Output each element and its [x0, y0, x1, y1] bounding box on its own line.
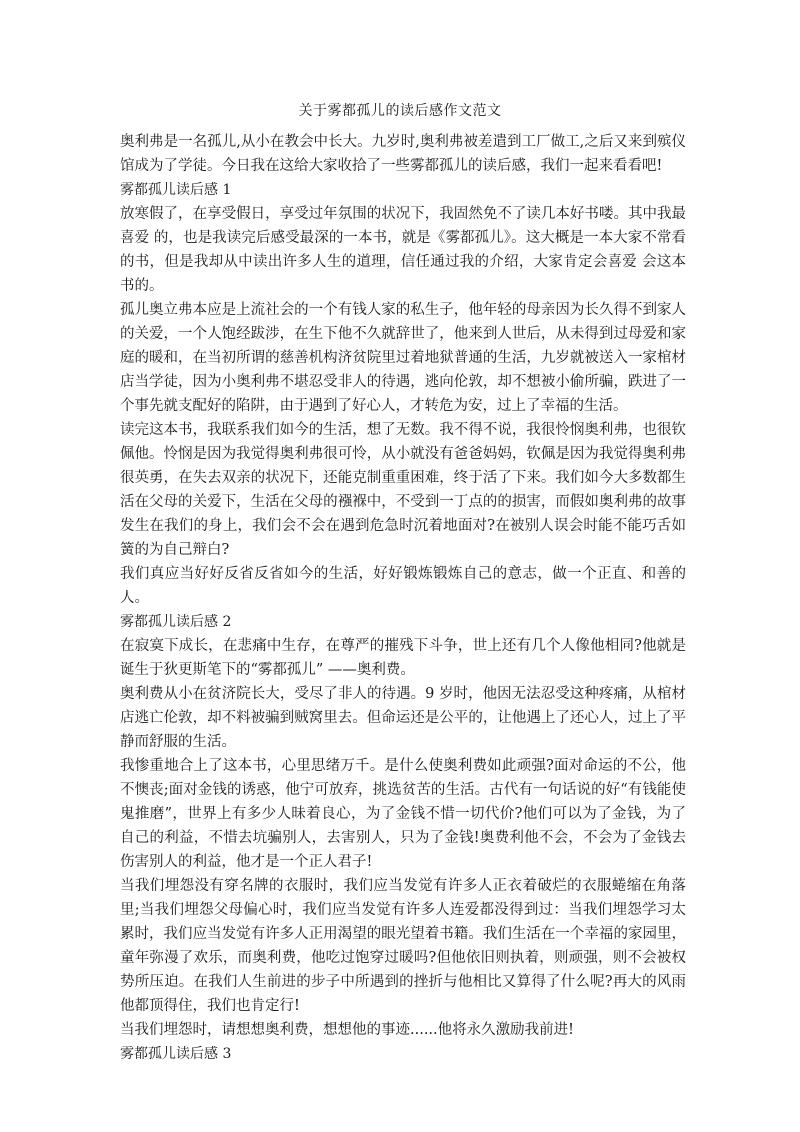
section-heading: 雾都孤儿读后感 1 — [120, 182, 232, 198]
paragraph: 奥利弗是一名孤儿,从小在教会中长大。九岁时,奥利弗被差遣到工厂做工,之后又来到殡仪馆成为了学徒。今日我在这给大家收拾了一些雾都孤儿的读后感，我们一起来看看吧! — [120, 134, 686, 174]
document-title: 关于雾都孤儿的读后感作文范文 — [298, 103, 502, 119]
document-body — [120, 130, 686, 1066]
section-heading: 雾都孤儿读后感 2 — [120, 614, 232, 630]
section-heading: 雾都孤儿读后感 3 — [120, 1046, 232, 1062]
paragraph: 读完这本书，我联系我们如今的生活，想了无数。我不得不说，我很怜悯奥利弗，也很钦佩他。怜悯是因为我觉得奥利弗很可怜，从小就没有爸爸妈妈，钦佩是因为我觉得奥利弗很英勇，在失去双亲的状况下，还能克制重重困难，终于活了下来。我们如今大多数都生活在父母的关爱下，生活在父母的襁褓中，不受到一丁点的的损害，而假如奥利弗的故事发生在我们的身上，我们会不会在遇到危急时沉着地面对?在被别人误会时能不能巧舌如簧的为自己辩白? — [120, 422, 686, 558]
paragraph: 当我们埋怨没有穿名牌的衣服时，我们应当发觉有许多人正衣着破烂的衣服蜷缩在角落里;当我们埋怨父母偏心时，我们应当发觉有许多人连爱都没得到过：当我们埋怨学习太累时，我们应当发觉有许多人正用渴望的眼光望着书籍。我们生活在一个幸福的家园里，童年弥漫了欢乐，而奥利费，他吃过饱穿过暖吗?但他依旧则执着，则顽强，则不会被权势所压迫。在我们人生前进的步子中所遇到的挫折与他相比又算得了什么呢?再大的风雨他都顶得住，我们也肯定行! — [120, 878, 686, 1014]
paragraph: 奥利费从小在贫济院长大，受尽了非人的待遇。9 岁时，他因无法忍受这种疼痛，从棺材店逃亡伦敦，却不料被骗到贼窝里去。但命运还是公平的，让他遇上了还心人，过上了平静而舒服的生活。 — [120, 686, 686, 750]
paragraph: 我们真应当好好反省反省如今的生活，好好锻炼锻炼自己的意志，做一个正直、和善的人。 — [120, 566, 686, 606]
paragraph: 当我们埋怨时，请想想奥利费，想想他的事迹......他将永久激励我前进! — [120, 1022, 574, 1038]
paragraph: 孤儿奥立弗本应是上流社会的一个有钱人家的私生子，他年轻的母亲因为长久得不到家人的关爱，一个人饱经跋涉，在生下他不久就辞世了，他来到人世后，从未得到过母爱和家庭的暖和，在当初所谓的慈善机构济贫院里过着地狱普通的生活，九岁就被送入一家棺材店当学徒，因为小奥利弗不堪忍受非人的待遇，逃向伦敦，却不想被小偷所骗，跌进了一个事先就支配好的陷阱，由于遇到了好心人，才转危为安，过上了幸福的生活。 — [120, 302, 686, 414]
paragraph: 在寂寞下成长，在悲痛中生存，在尊严的摧残下斗争，世上还有几个人像他相同?他就是诞生于狄更斯笔下的“雾都孤儿” ——奥利费。 — [120, 638, 686, 678]
paragraph: 放寒假了，在享受假日，享受过年氛围的状况下，我固然免不了读几本好书喽。其中我最喜爱 的，也是我读完后感受最深的一本书，就是《雾都孤儿》。这大概是一本大家不常看的书，但是我却从中读出许多人生的道理，信任通过我的介绍，大家肯定会喜爱 会这本书的。 — [120, 206, 686, 294]
paragraph: 我惨重地合上了这本书，心里思绪万千。是什么使奥利费如此顽强?面对命运的不公，他不懊丧;面对金钱的诱惑，他宁可放弃，挑选贫苦的生活。古代有一句话说的好“有钱能使鬼推磨”，世界上有多少人昧着良心，为了金钱不惜一切代价?他们可以为了金钱，为了自己的利益，不惜去坑骗别人，去害别人，只为了金钱!奥费利他不会，不会为了金钱去伤害别人的利益，他才是一个正人君子! — [120, 758, 686, 870]
